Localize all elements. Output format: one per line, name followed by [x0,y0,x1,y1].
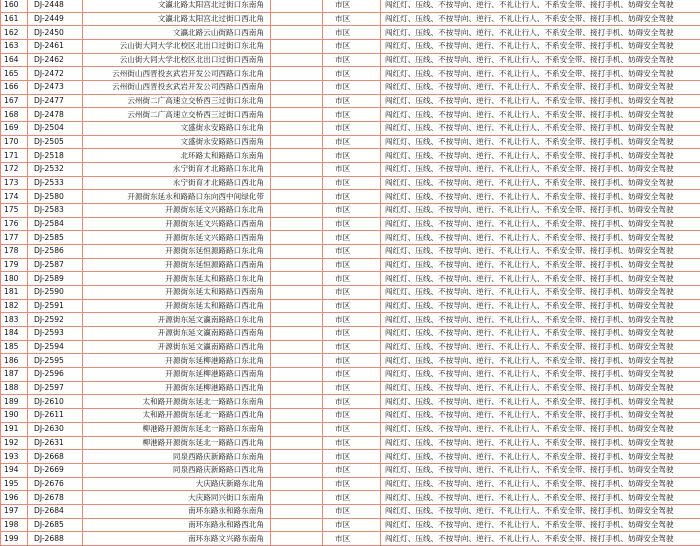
row-number: 192 [1,436,28,450]
area: 市区 [323,272,381,286]
location: 开源街东延恒源路路口东北角 [83,245,271,259]
table-body [1,0,700,545]
location: 开源街东延恒源路路口西南角 [83,258,271,272]
device-code: DJ-2518 [28,149,83,163]
device-code: DJ-2504 [28,122,83,136]
table-row [1,422,700,436]
location: 开源街东延柳港路路口西南角 [83,368,271,382]
device-code: DJ-2450 [28,26,83,40]
area: 市区 [323,149,381,163]
table-row [1,354,700,368]
area: 市区 [323,217,381,231]
table-row [1,381,700,395]
row-number: 177 [1,231,28,245]
area: 市区 [323,491,381,505]
device-code: DJ-2595 [28,354,83,368]
blank-cell [271,477,323,491]
row-number: 167 [1,94,28,108]
location: 南环东路文兴路东南角 [83,532,271,546]
blank-cell [271,81,323,95]
device-code: DJ-2688 [28,532,83,546]
row-number: 186 [1,354,28,368]
table-row [1,245,700,259]
row-number: 189 [1,395,28,409]
violation-types: 闯红灯、压线、不按导向、逆行、不礼让行人、不系安全带、接打手机、妨碍安全驾驶 [381,272,700,286]
row-number: 180 [1,272,28,286]
row-number: 190 [1,409,28,423]
blank-cell [271,204,323,218]
row-number: 169 [1,122,28,136]
table-row [1,313,700,327]
table-row [1,477,700,491]
row-number: 181 [1,286,28,300]
table-row [1,504,700,518]
row-number: 173 [1,176,28,190]
location: 开源街东延文瀛南路路口西北角 [83,340,271,354]
device-code: DJ-2685 [28,518,83,532]
table-row [1,53,700,67]
area: 市区 [323,231,381,245]
row-number: 172 [1,163,28,177]
row-number: 195 [1,477,28,491]
location: 大庆路庆新路东北角 [83,477,271,491]
blank-cell [271,286,323,300]
violation-types: 闯红灯、压线、不按导向、逆行、不礼让行人、不系安全带、接打手机、妨碍安全驾驶 [381,368,700,382]
area: 市区 [323,286,381,300]
area: 市区 [323,354,381,368]
location: 云州街二广高速立交桥西三过街口西南角 [83,108,271,122]
device-code: DJ-2585 [28,231,83,245]
blank-cell [271,122,323,136]
table-row [1,450,700,464]
row-number: 165 [1,67,28,81]
location: 开源街东延文兴路路口东北角 [83,204,271,218]
location: 云州街山西晋投玄武岩开发公司西路口西南角 [83,81,271,95]
table-row [1,368,700,382]
area: 市区 [323,163,381,177]
table-row [1,67,700,81]
device-code: DJ-2630 [28,422,83,436]
location: 云州街二广高速立交桥西三过街口东北角 [83,94,271,108]
area: 市区 [323,327,381,341]
table-row [1,217,700,231]
device-code: DJ-2589 [28,272,83,286]
violation-types: 闯红灯、压线、不按导向、逆行、不礼让行人、不系安全带、接打手机、妨碍安全驾驶 [381,0,700,12]
row-number: 182 [1,299,28,313]
blank-cell [271,504,323,518]
blank-cell [271,381,323,395]
table-row [1,81,700,95]
violation-types: 闯红灯、压线、不按导向、逆行、不礼让行人、不系安全带、接打手机、妨碍安全驾驶 [381,122,700,136]
violation-types: 闯红灯、压线、不按导向、逆行、不礼让行人、不系安全带、接打手机、妨碍安全驾驶 [381,94,700,108]
table-row [1,409,700,423]
row-number: 176 [1,217,28,231]
device-code: DJ-2462 [28,53,83,67]
row-number: 188 [1,381,28,395]
device-code: DJ-2678 [28,491,83,505]
blank-cell [271,463,323,477]
violation-types: 闯红灯、压线、不按导向、逆行、不礼让行人、不系安全带、接打手机、妨碍安全驾驶 [381,258,700,272]
device-code: DJ-2587 [28,258,83,272]
blank-cell [271,354,323,368]
blank-cell [271,450,323,464]
area: 市区 [323,40,381,54]
violation-types: 闯红灯、压线、不按导向、逆行、不礼让行人、不系安全带、接打手机、妨碍安全驾驶 [381,450,700,464]
table-row [1,518,700,532]
violation-types: 闯红灯、压线、不按导向、逆行、不礼让行人、不系安全带、接打手机、妨碍安全驾驶 [381,381,700,395]
location: 云州街山西晋投玄武岩开发公司西路口东北角 [83,67,271,81]
location: 太和路开源街东延北一路路口东南角 [83,395,271,409]
blank-cell [271,108,323,122]
violation-types: 闯红灯、压线、不按导向、逆行、不礼让行人、不系安全带、接打手机、妨碍安全驾驶 [381,340,700,354]
blank-cell [271,409,323,423]
row-number: 179 [1,258,28,272]
row-number: 164 [1,53,28,67]
device-code: DJ-2597 [28,381,83,395]
location: 同泉西路庆新路路口东南角 [83,450,271,464]
violation-types: 闯红灯、压线、不按导向、逆行、不礼让行人、不系安全带、接打手机、妨碍安全驾驶 [381,40,700,54]
area: 市区 [323,204,381,218]
table-row [1,190,700,204]
table-row [1,26,700,40]
location: 文瀛北路太阳宫北过街口西北角 [83,12,271,26]
violation-types: 闯红灯、压线、不按导向、逆行、不礼让行人、不系安全带、接打手机、妨碍安全驾驶 [381,149,700,163]
row-number: 174 [1,190,28,204]
device-code: DJ-2668 [28,450,83,464]
table-row [1,231,700,245]
area: 市区 [323,436,381,450]
blank-cell [271,0,323,12]
table-row [1,286,700,300]
blank-cell [271,190,323,204]
device-code: DJ-2669 [28,463,83,477]
violation-types: 闯红灯、压线、不按导向、逆行、不礼让行人、不系安全带、接打手机、妨碍安全驾驶 [381,67,700,81]
device-code: DJ-2473 [28,81,83,95]
blank-cell [271,67,323,81]
area: 市区 [323,368,381,382]
location: 开源街东延太和路路口西南角 [83,286,271,300]
area: 市区 [323,381,381,395]
location: 大庆路同兴街口东南角 [83,491,271,505]
table-row [1,149,700,163]
table-row [1,340,700,354]
row-number: 163 [1,40,28,54]
area: 市区 [323,26,381,40]
area: 市区 [323,176,381,190]
violation-types: 闯红灯、压线、不按导向、逆行、不礼让行人、不系安全带、接打手机、妨碍安全驾驶 [381,190,700,204]
violation-types: 闯红灯、压线、不按导向、逆行、不礼让行人、不系安全带、接打手机、妨碍安全驾驶 [381,327,700,341]
violation-types: 闯红灯、压线、不按导向、逆行、不礼让行人、不系安全带、接打手机、妨碍安全驾驶 [381,245,700,259]
area: 市区 [323,135,381,149]
row-number: 171 [1,149,28,163]
blank-cell [271,340,323,354]
location: 南环东路永和路东南角 [83,504,271,518]
location: 北环路太和路路口东南角 [83,149,271,163]
violation-types: 闯红灯、压线、不按导向、逆行、不礼让行人、不系安全带、接打手机、妨碍安全驾驶 [381,108,700,122]
location: 开源街东延文瀛南路路口东北角 [83,313,271,327]
row-number: 194 [1,463,28,477]
row-number: 197 [1,504,28,518]
violation-types: 闯红灯、压线、不按导向、逆行、不礼让行人、不系安全带、接打手机、妨碍安全驾驶 [381,231,700,245]
violation-types: 闯红灯、压线、不按导向、逆行、不礼让行人、不系安全带、接打手机、妨碍安全驾驶 [381,532,700,546]
location: 文瀛北路太阳宫北过街口东南角 [83,0,271,12]
row-number: 185 [1,340,28,354]
violation-types: 闯红灯、压线、不按导向、逆行、不礼让行人、不系安全带、接打手机、妨碍安全驾驶 [381,518,700,532]
location: 文瀛北路云山街路口西南角 [83,26,271,40]
table-row [1,436,700,450]
blank-cell [271,26,323,40]
violation-types: 闯红灯、压线、不按导向、逆行、不礼让行人、不系安全带、接打手机、妨碍安全驾驶 [381,217,700,231]
violation-types: 闯红灯、压线、不按导向、逆行、不礼让行人、不系安全带、接打手机、妨碍安全驾驶 [381,422,700,436]
violation-types: 闯红灯、压线、不按导向、逆行、不礼让行人、不系安全带、接打手机、妨碍安全驾驶 [381,26,700,40]
area: 市区 [323,53,381,67]
blank-cell [271,53,323,67]
row-number: 178 [1,245,28,259]
blank-cell [271,135,323,149]
area: 市区 [323,504,381,518]
area: 市区 [323,245,381,259]
area: 市区 [323,422,381,436]
table-row [1,491,700,505]
device-code: DJ-2583 [28,204,83,218]
device-code: DJ-2596 [28,368,83,382]
area: 市区 [323,299,381,313]
blank-cell [271,299,323,313]
table-row [1,12,700,26]
blank-cell [271,368,323,382]
area: 市区 [323,518,381,532]
area: 市区 [323,0,381,12]
blank-cell [271,436,323,450]
violation-types: 闯红灯、压线、不按导向、逆行、不礼让行人、不系安全带、接打手机、妨碍安全驾驶 [381,409,700,423]
table-row [1,94,700,108]
area: 市区 [323,108,381,122]
row-number: 162 [1,26,28,40]
blank-cell [271,313,323,327]
device-code: DJ-2676 [28,477,83,491]
violation-types: 闯红灯、压线、不按导向、逆行、不礼让行人、不系安全带、接打手机、妨碍安全驾驶 [381,299,700,313]
device-code: DJ-2580 [28,190,83,204]
location: 云山街大同大学北校区北出口过街口东北角 [83,40,271,54]
area: 市区 [323,122,381,136]
blank-cell [271,176,323,190]
location: 云山街大同大学北校区北出口过街口西南角 [83,53,271,67]
blank-cell [271,217,323,231]
area: 市区 [323,190,381,204]
table-row [1,122,700,136]
area: 市区 [323,258,381,272]
area: 市区 [323,463,381,477]
blank-cell [271,40,323,54]
table-row [1,463,700,477]
violation-types: 闯红灯、压线、不按导向、逆行、不礼让行人、不系安全带、接打手机、妨碍安全驾驶 [381,12,700,26]
device-code: DJ-2584 [28,217,83,231]
row-number: 166 [1,81,28,95]
area: 市区 [323,450,381,464]
device-code: DJ-2477 [28,94,83,108]
location: 开源街东延文瀛南路路口西南角 [83,327,271,341]
location: 开源街东延文兴路路口西南角 [83,231,271,245]
area: 市区 [323,477,381,491]
violation-types: 闯红灯、压线、不按导向、逆行、不礼让行人、不系安全带、接打手机、妨碍安全驾驶 [381,176,700,190]
blank-cell [271,245,323,259]
row-number: 168 [1,108,28,122]
location: 开源街东延柳港路路口东北角 [83,354,271,368]
device-code: DJ-2631 [28,436,83,450]
violation-types: 闯红灯、压线、不按导向、逆行、不礼让行人、不系安全带、接打手机、妨碍安全驾驶 [381,313,700,327]
row-number: 191 [1,422,28,436]
device-code: DJ-2532 [28,163,83,177]
violation-types: 闯红灯、压线、不按导向、逆行、不礼让行人、不系安全带、接打手机、妨碍安全驾驶 [381,395,700,409]
row-number: 198 [1,518,28,532]
area: 市区 [323,94,381,108]
location: 文盛街永安路路口东北角 [83,122,271,136]
device-code: DJ-2594 [28,340,83,354]
blank-cell [271,518,323,532]
location: 柳港路开源街东延北一路路口西北角 [83,436,271,450]
violation-types: 闯红灯、压线、不按导向、逆行、不礼让行人、不系安全带、接打手机、妨碍安全驾驶 [381,477,700,491]
area: 市区 [323,532,381,546]
blank-cell [271,12,323,26]
row-number: 193 [1,450,28,464]
device-code: DJ-2472 [28,67,83,81]
blank-cell [271,94,323,108]
table-row [1,204,700,218]
device-code: DJ-2611 [28,409,83,423]
blank-cell [271,163,323,177]
location: 永宁街育才北路路口东北角 [83,163,271,177]
location: 柳港路开源街东延北一路路口东南角 [83,422,271,436]
location: 永宁街育才北路路口西北角 [83,176,271,190]
blank-cell [271,231,323,245]
table-row [1,258,700,272]
blank-cell [271,422,323,436]
table-row [1,108,700,122]
row-number: 183 [1,313,28,327]
location: 南环东路永和路西北角 [83,518,271,532]
table-row [1,135,700,149]
area: 市区 [323,409,381,423]
violation-types: 闯红灯、压线、不按导向、逆行、不礼让行人、不系安全带、接打手机、妨碍安全驾驶 [381,53,700,67]
location: 文盛街永安路路口西南角 [83,135,271,149]
device-code: DJ-2533 [28,176,83,190]
row-number: 170 [1,135,28,149]
violation-types: 闯红灯、压线、不按导向、逆行、不礼让行人、不系安全带、接打手机、妨碍安全驾驶 [381,504,700,518]
violation-types: 闯红灯、压线、不按导向、逆行、不礼让行人、不系安全带、接打手机、妨碍安全驾驶 [381,204,700,218]
device-code: DJ-2593 [28,327,83,341]
violation-types: 闯红灯、压线、不按导向、逆行、不礼让行人、不系安全带、接打手机、妨碍安全驾驶 [381,354,700,368]
location: 开源街东延太和路路口西北角 [83,299,271,313]
violation-types: 闯红灯、压线、不按导向、逆行、不礼让行人、不系安全带、接打手机、妨碍安全驾驶 [381,81,700,95]
device-code: DJ-2591 [28,299,83,313]
table-row [1,163,700,177]
blank-cell [271,149,323,163]
location: 开源街东延太和路路口东北角 [83,272,271,286]
location: 开源街东延柳港路路口西北角 [83,381,271,395]
violation-types: 闯红灯、压线、不按导向、逆行、不礼让行人、不系安全带、接打手机、妨碍安全驾驶 [381,463,700,477]
row-number: 187 [1,368,28,382]
location: 太和路开源街东延北一路路口西北角 [83,409,271,423]
violation-types: 闯红灯、压线、不按导向、逆行、不礼让行人、不系安全带、接打手机、妨碍安全驾驶 [381,436,700,450]
table-row [1,327,700,341]
row-number: 199 [1,532,28,546]
table-row [1,40,700,54]
violation-types: 闯红灯、压线、不按导向、逆行、不礼让行人、不系安全带、接打手机、妨碍安全驾驶 [381,286,700,300]
device-code: DJ-2684 [28,504,83,518]
blank-cell [271,272,323,286]
device-code: DJ-2590 [28,286,83,300]
area: 市区 [323,81,381,95]
table-row [1,272,700,286]
violation-types: 闯红灯、压线、不按导向、逆行、不礼让行人、不系安全带、接打手机、妨碍安全驾驶 [381,163,700,177]
row-number: 184 [1,327,28,341]
table-row [1,395,700,409]
row-number: 160 [1,0,28,12]
table-row [1,0,700,12]
row-number: 175 [1,204,28,218]
row-number: 161 [1,12,28,26]
blank-cell [271,327,323,341]
blank-cell [271,258,323,272]
blank-cell [271,395,323,409]
violation-types: 闯红灯、压线、不按导向、逆行、不礼让行人、不系安全带、接打手机、妨碍安全驾驶 [381,491,700,505]
device-code: DJ-2449 [28,12,83,26]
device-code: DJ-2478 [28,108,83,122]
location: 开源街东延永和路路口东向西中间绿化带 [83,190,271,204]
row-number: 196 [1,491,28,505]
location: 开源街东延文兴路路口西南角 [83,217,271,231]
device-code: DJ-2461 [28,40,83,54]
area: 市区 [323,12,381,26]
table-row [1,299,700,313]
area: 市区 [323,67,381,81]
violation-types: 闯红灯、压线、不按导向、逆行、不礼让行人、不系安全带、接打手机、妨碍安全驾驶 [381,135,700,149]
location: 同泉西路庆新路路口西北角 [83,463,271,477]
area: 市区 [323,313,381,327]
device-code: DJ-2592 [28,313,83,327]
device-code: DJ-2448 [28,0,83,12]
device-code: DJ-2610 [28,395,83,409]
table-row [1,176,700,190]
area: 市区 [323,395,381,409]
device-code: DJ-2586 [28,245,83,259]
device-code: DJ-2505 [28,135,83,149]
blank-cell [271,491,323,505]
area: 市区 [323,340,381,354]
